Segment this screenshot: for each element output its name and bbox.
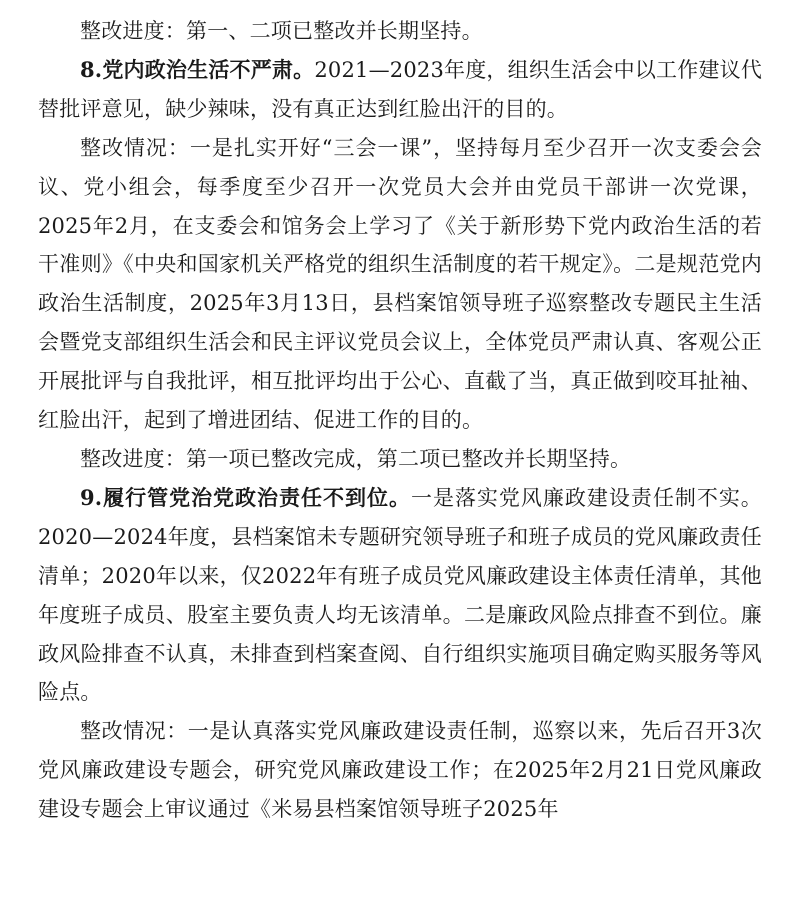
paragraph-progress-8 [38, 440, 762, 479]
paragraph-text: 2021—2023年度，组织生活会中以工作建议代替批评意见，缺少辣味，没有真正达到红脸出汗的目的。 [38, 57, 763, 121]
paragraph-text: 整改进度：第一、二项已整改并长期坚持。 [80, 19, 483, 43]
paragraph-text: 一是落实党风廉政建设责任制不实。2020—2024年度，县档案馆未专题研究领导班子和班子成员的党风廉政责任清单；2020年以来，仅2022年有班子成员党风廉政建设主体责任清单，其他年度班子成员、股室主要负责人均无该清单。二是廉政风险点排查不到位。廉政风险排查不认真，未排查到档案查阅、自行组织实施项目确定购买服务等风险点。 [38, 485, 763, 705]
paragraph-text: 整改情况：一是认真落实党风廉政建设责任制，巡察以来，先后召开3次党风廉政建设专题会，研究党风廉政建设工作；在2025年2月21日党风廉政建设专题会上审议通过《米易县档案馆领导班子2025年 [38, 719, 762, 822]
issue-9-heading: 9.履行管党治党政治责任不到位。 [80, 484, 411, 510]
document-body [38, 0, 762, 829]
paragraph-text: 整改进度：第一项已整改完成，第二项已整改并长期坚持。 [80, 446, 632, 471]
paragraph-issue-9 [38, 479, 762, 712]
paragraph-rectification-8 [38, 129, 762, 440]
issue-8-heading: 8.党内政治生活不严肃。 [80, 56, 315, 82]
paragraph-issue-8 [38, 51, 762, 129]
paragraph-text: 整改情况：一是扎实开好“三会一课”，坚持每月至少召开一次支委会会议、党小组会，每季度至少召开一次党员大会并由党员干部讲一次党课，2025年2月，在支委会和馆务会上学习了《关于新形势下党内政治生活的若干准则》《中央和国家机关严格党的组织生活制度的若干规定》。二是规范党内政治生活制度，2025年3月13日，县档案馆领导班子巡察整改专题民主生活会暨党支部组织生活会和民主评议党员会议上，全体党员严肃认真、客观公正开展批评与自我批评，相互批评均出于公心、直截了当，真正做到咬耳扯袖、红脸出汗，起到了增进团结、促进工作的目的。 [38, 135, 762, 433]
paragraph-progress-7 [38, 12, 762, 51]
paragraph-rectification-9 [38, 712, 762, 829]
